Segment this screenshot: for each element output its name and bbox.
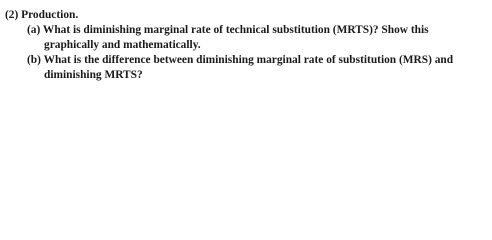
part-a-line-1: (a) What is diminishing marginal rate of technical substitution (MRTS)? Show this	[27, 24, 429, 36]
question-heading: (2) Production.	[5, 9, 79, 21]
question-block	[0, 0, 492, 99]
part-b-line-1: (b) What is the difference between diminishing marginal rate of substitution (MRS) and	[27, 54, 454, 66]
part-a-line-2: graphically and mathematically.	[44, 39, 201, 51]
part-b-line-2: diminishing MRTS?	[44, 69, 143, 81]
